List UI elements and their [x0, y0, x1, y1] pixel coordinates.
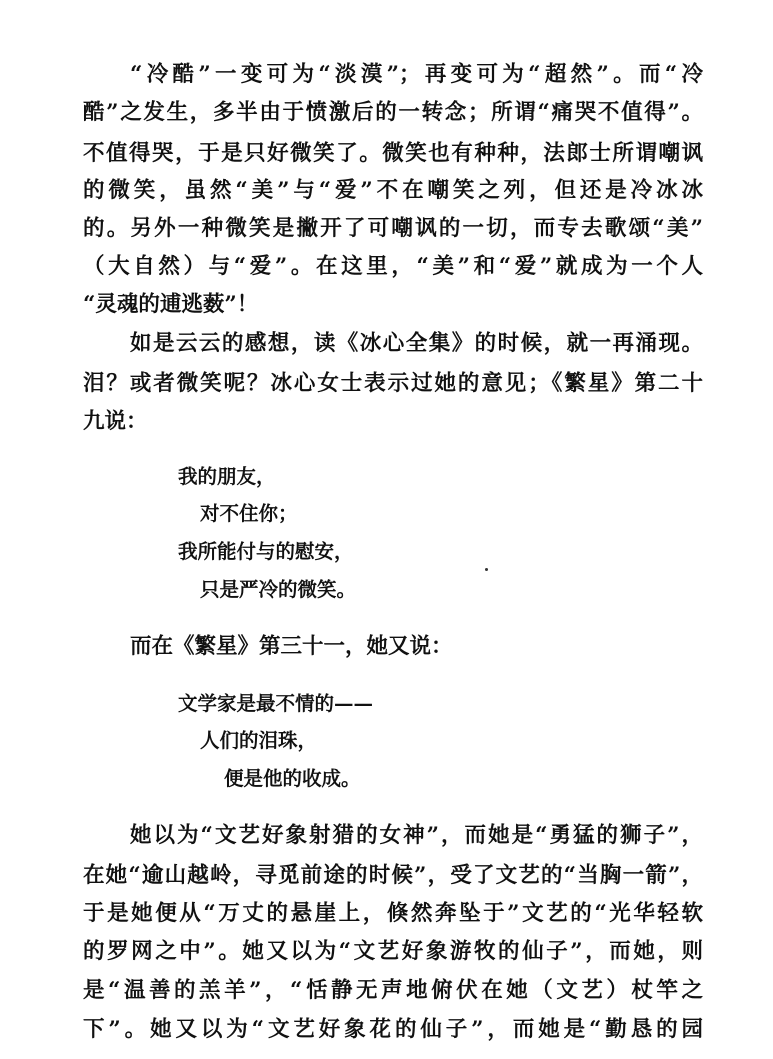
paragraph-1-line-5: 的。另外一种微笑是撇开了可嘲讽的一切，而专去歌颂“美”: [83, 216, 703, 241]
paragraph-4-line-2: 在她“逾山越岭，寻觅前途的时候”，受了文艺的“当胸一箭”，: [83, 863, 703, 888]
paragraph-1-line-6: （大自然）与“爱”。在这里，“美”和“爱”就成为一个人: [83, 254, 703, 279]
poem-1-line-1: 我的朋友，: [178, 465, 276, 488]
paragraph-1-line-7: “灵魂的逋逃薮”！: [83, 292, 259, 317]
poem-2-line-2: 人们的泪珠，: [200, 729, 318, 752]
poem-1-line-3: 我所能付与的慰安，: [178, 540, 354, 563]
paragraph-2-line-3: 九说：: [83, 409, 148, 434]
paragraph-1-line-3: 不值得哭，于是只好微笑了。微笑也有种种，法郎士所谓嘲讽: [83, 141, 703, 166]
paragraph-3: 而在《繁星》第三十一，她又说：: [130, 634, 453, 659]
poem-2-line-1: 文学家是最不情的——: [178, 692, 374, 715]
paragraph-1-line-1: “冷酷”一变可为“淡漠”；再变可为“超然”。而“冷: [130, 62, 703, 87]
paragraph-4-line-4: 的罗网之中”。她又以为“文艺好象游牧的仙子”，而她，则: [83, 939, 703, 964]
paragraph-4-line-1: 她以为“文艺好象射猎的女神”，而她是“勇猛的狮子”，: [130, 823, 703, 848]
poem-1-line-2: 对不住你；: [200, 502, 298, 525]
paragraph-4-line-5: 是“温善的羔羊”，“恬静无声地俯伏在她（文艺）杖竿之: [83, 978, 703, 1003]
paragraph-4-line-6: 下”。她又以为“文艺好象花的仙子”，而她是“勤恳的园: [83, 1017, 703, 1042]
ink-speck: [485, 568, 488, 571]
poem-2-line-3: 便是他的收成。: [224, 767, 361, 790]
paragraph-2-line-2: 泪？或者微笑呢？冰心女士表示过她的意见；《繁星》第二十: [83, 371, 703, 396]
paragraph-4-line-3: 于是她便从“万丈的悬崖上，倏然奔坠于”文艺的“光华轻软: [83, 901, 703, 926]
paragraph-2-line-1: 如是云云的感想，读《冰心全集》的时候，就一再涌现。: [130, 331, 703, 356]
poem-1-line-4: 只是严冷的微笑。: [200, 578, 357, 601]
paragraph-1-line-4: 的微笑，虽然“美”与“爱”不在嘲笑之列，但还是冷冰冰: [83, 178, 703, 203]
paragraph-1-line-2: 酷”之发生，多半由于愤激后的一转念；所谓“痛哭不值得”。: [83, 100, 703, 125]
